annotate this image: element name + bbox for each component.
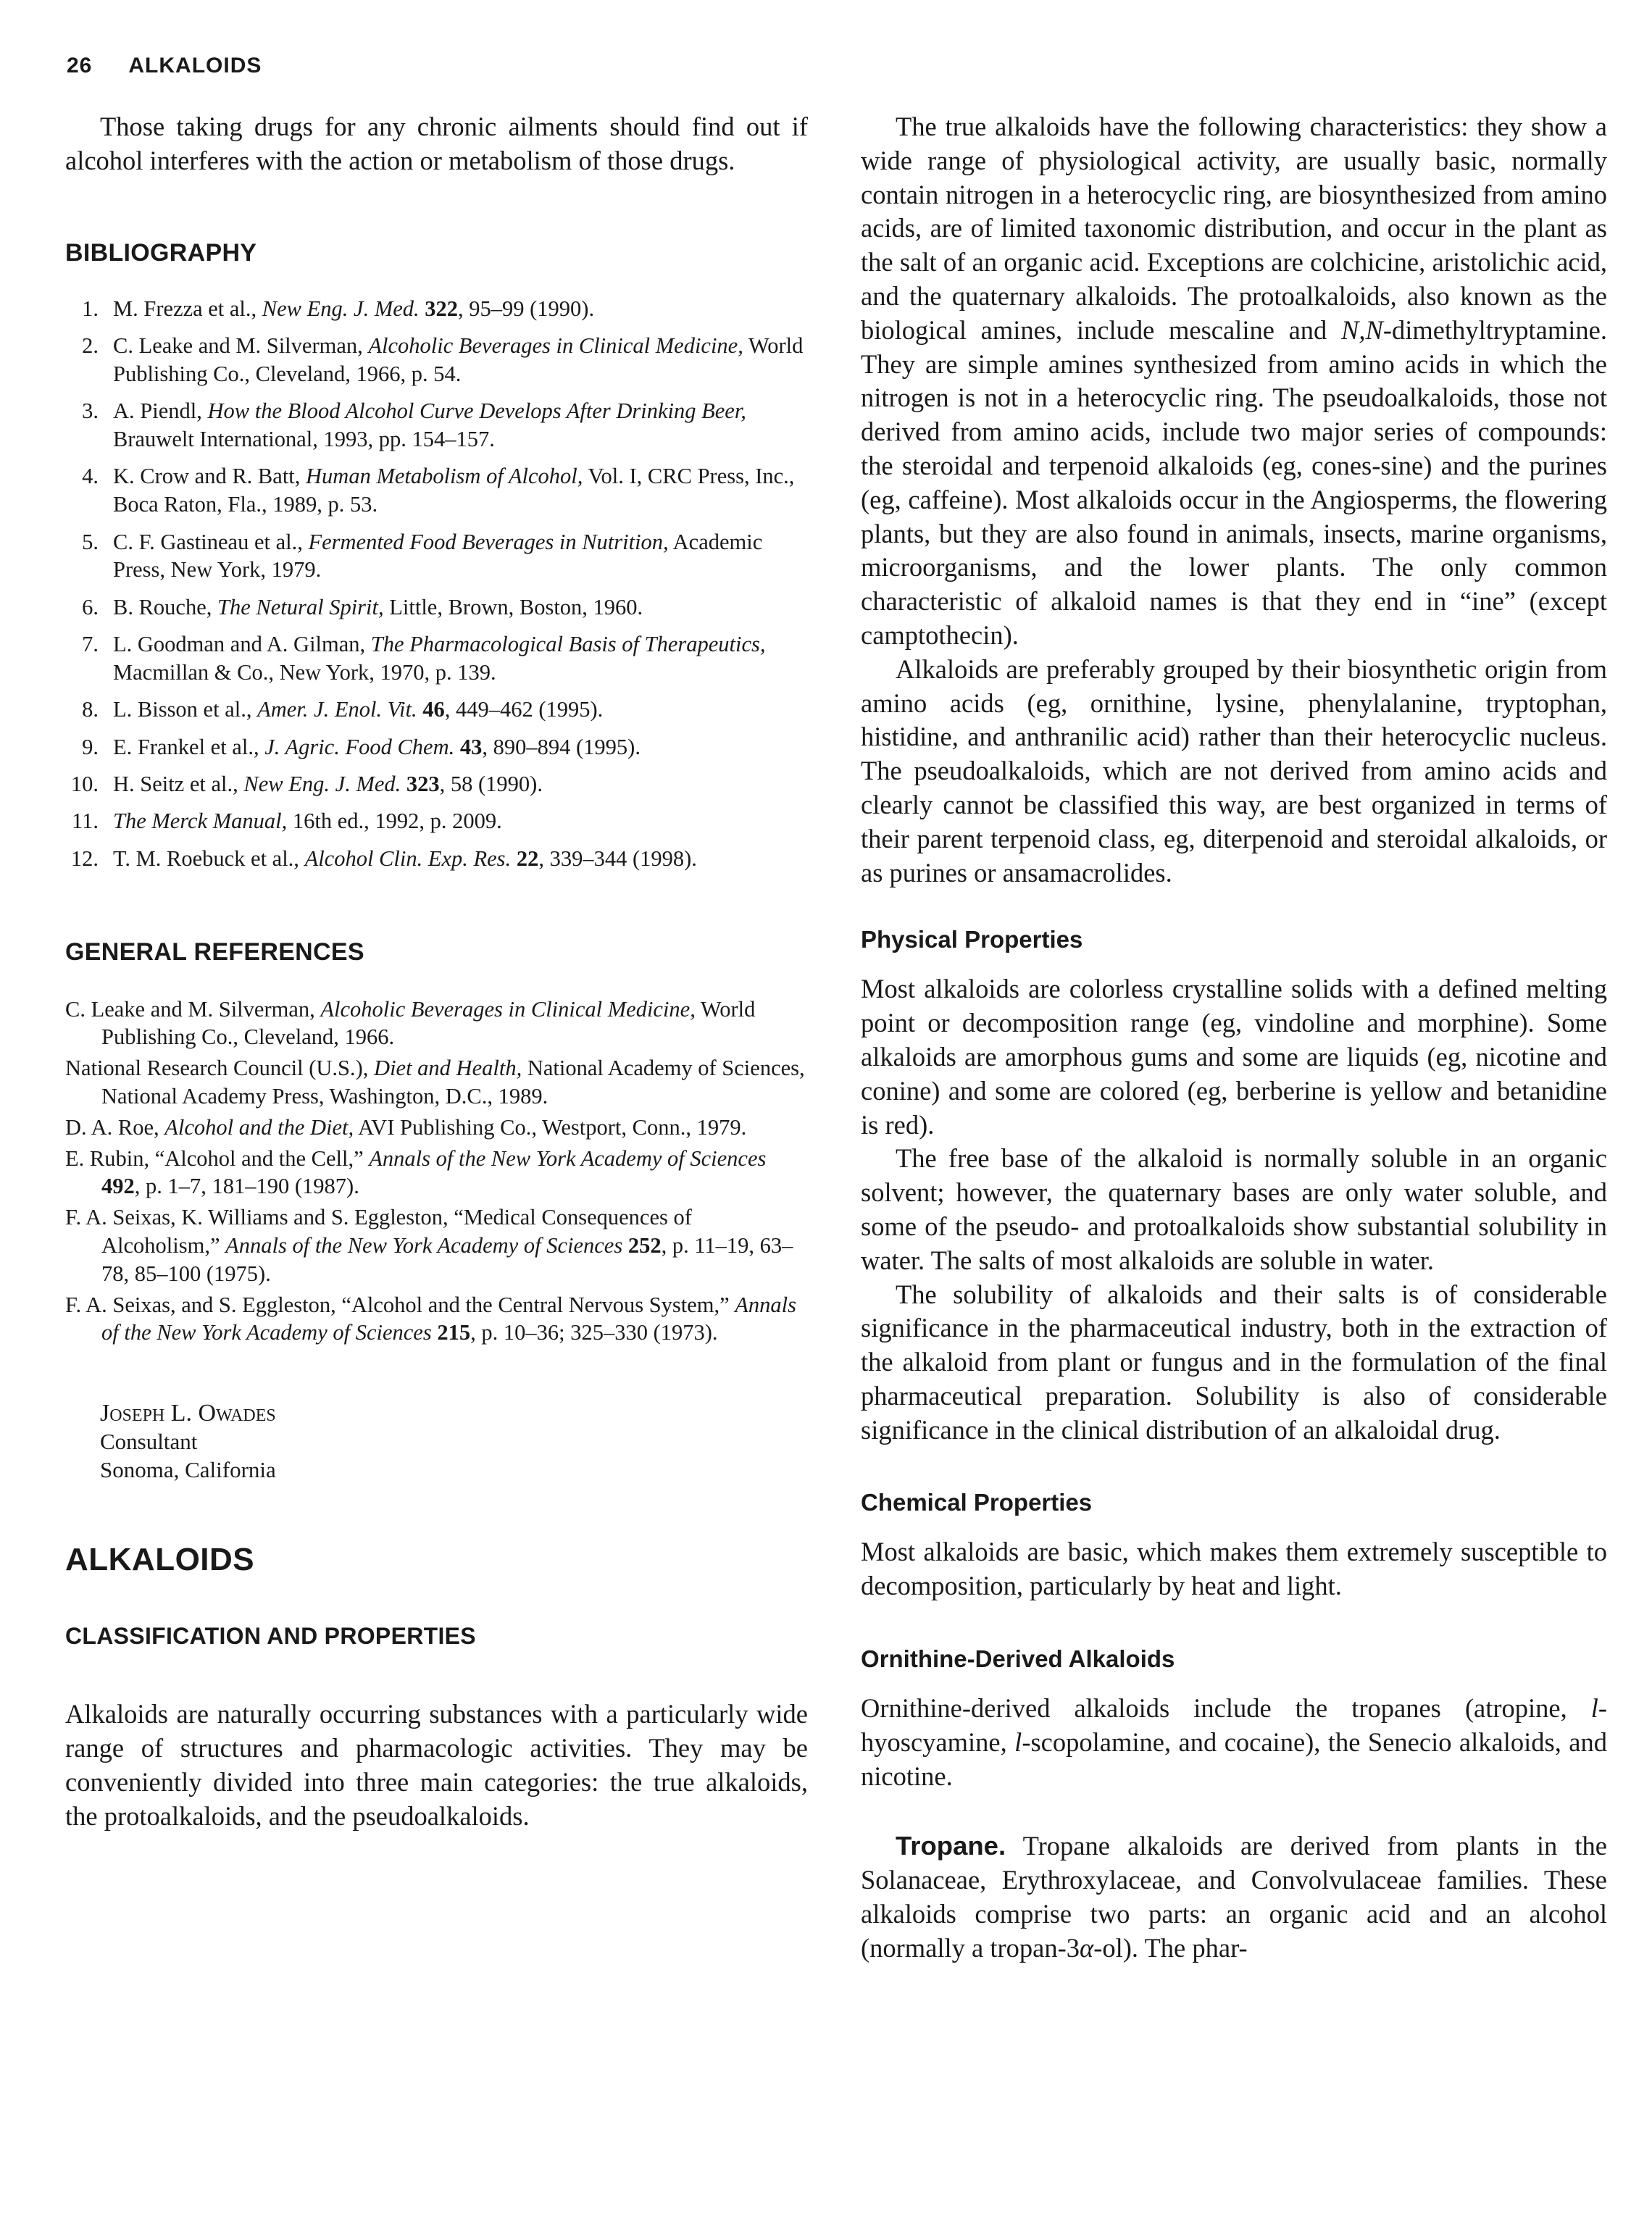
bib-entry: 10. H. Seitz et al., New Eng. J. Med. 323, 58 (1990). <box>70 772 543 797</box>
general-reference: D. A. Roe, Alcohol and the Diet, AVI Publishing Co., Westport, Conn., 1979. <box>65 1114 747 1140</box>
author-name: Joseph L. Owades <box>100 1400 276 1427</box>
running-header <box>67 54 262 78</box>
tropane-run-in-heading: Tropane. <box>896 1831 1006 1861</box>
bibliography-list <box>65 295 808 873</box>
general-reference: F. A. Seixas, and S. Eggleston, “Alcohol and the Central Nervous System,” Annals of the New York Academy of Sciences 215, p. 10–36; 325–330 (1973). <box>65 1292 797 1345</box>
grouping-paragraph: Alkaloids are preferably grouped by their biosynthetic origin from amino acids (eg, ornithine, lysine, phenylalanine, tryptophan, histidine, and anthranilic acid) rather than their heterocyclic nucleus. The pseudoalkaloids, which are not derived from amino acids and clearly cannot be classified this way, are best organized in terms of their parent terpenoid class, eg, diterpenoid and steroidal alkaloids, or as purines or ansamacrolides. <box>861 654 1607 888</box>
article-title: ALKALOIDS <box>65 1542 255 1578</box>
bib-entry: 3. A. Piendl, How the Blood Alcohol Curve Develops After Drinking Beer, Brauwelt International, 1993, pp. 154–157. <box>82 398 746 451</box>
ornithine-paragraph: Ornithine-derived alkaloids include the tropanes (atropine, l-hyoscyamine, l-scopolamine, and cocaine), the Senecio alkaloids, and nicotine. <box>861 1693 1607 1791</box>
bib-entry: 1. M. Frezza et al., New Eng. J. Med. 322, 95–99 (1990). <box>82 296 595 321</box>
right-column <box>861 110 1607 1966</box>
physical-properties-heading: Physical Properties <box>861 926 1083 953</box>
bib-entry: 5. C. F. Gastineau et al., Fermented Food Beverages in Nutrition, Academic Press, New York, 1979. <box>82 529 763 583</box>
chemical-properties-heading: Chemical Properties <box>861 1489 1093 1516</box>
section-heading: CLASSIFICATION AND PROPERTIES <box>65 1623 476 1650</box>
general-reference: C. Leake and M. Silverman, Alcoholic Beverages in Clinical Medicine, World Publishing Co., Cleveland, 1966. <box>65 996 756 1050</box>
chemical-paragraph: Most alkaloids are basic, which makes them extremely susceptible to decomposition, particularly by heat and light. <box>861 1537 1607 1601</box>
intro-paragraph: Those taking drugs for any chronic ailments should find out if alcohol interferes with the action or metabolism of those drugs. <box>65 112 808 175</box>
bib-entry: 4. K. Crow and R. Batt, Human Metabolism of Alcohol, Vol. I, CRC Press, Inc., Boca Raton, Fla., 1989, p. 53. <box>82 464 795 517</box>
general-reference: National Research Council (U.S.), Diet and Health, National Academy of Sciences, National Academy Press, Washington, D.C., 1989. <box>65 1056 805 1109</box>
bib-entry: 12. T. M. Roebuck et al., Alcohol Clin. Exp. Res. 22, 339–344 (1998). <box>70 846 697 871</box>
ornithine-heading: Ornithine-Derived Alkaloids <box>861 1645 1175 1673</box>
bib-entry: 7. L. Goodman and A. Gilman, The Pharmacological Basis of Therapeutics, Macmillan & Co., New York, 1970, p. 139. <box>82 632 766 685</box>
physical-paragraph-2: The free base of the alkaloid is normally soluble in an organic solvent; however, the quaternary bases are only water soluble, and some of the pseudo- and protoalkaloids show substantial solubility in water. The salts of most alkaloids are soluble in water. <box>861 1143 1607 1275</box>
bibliography-heading: BIBLIOGRAPHY <box>65 238 257 267</box>
left-column <box>65 110 808 1833</box>
physical-paragraph-3: The solubility of alkaloids and their salts is of considerable significance in the pharmaceutical industry, both in the extraction of the alkaloid from plant or fungus and in the formulation of the final pharmaceutical preparation. Solubility is also of considerable significance in the clinical distribution of an alkaloidal drug. <box>861 1279 1607 1445</box>
general-references-heading: GENERAL REFERENCES <box>65 938 364 966</box>
author-location: Sonoma, California <box>100 1457 276 1483</box>
general-reference: F. A. Seixas, K. Williams and S. Eggleston, “Medical Consequences of Alcoholism,” Annals of the New York Academy of Sciences 252, p. 11–19, 63–78, 85–100 (1975). <box>65 1205 793 1286</box>
author-block <box>65 1399 808 1484</box>
bib-entry: 11. The Merck Manual, 16th ed., 1992, p. 2009. <box>72 809 502 834</box>
physical-paragraph-1: Most alkaloids are colorless crystalline solids with a defined melting point or decomposition range (eg, vindoline and morphine). Some alkaloids are amorphous gums and some are liquids (eg, nicotine and conine) and some are colored (eg, berberine is yellow and betanidine is red). <box>861 974 1607 1140</box>
bib-entry: 2. C. Leake and M. Silverman, Alcoholic Beverages in Clinical Medicine, World Publishing Co., Cleveland, 1966, p. 54. <box>82 333 804 386</box>
section-paragraph: Alkaloids are naturally occurring substances with a particularly wide range of structures and pharmacologic activities. They may be conveniently divided into three main categories: the true alkaloids, the protoalkaloids, and the pseudoalkaloids. <box>65 1699 808 1831</box>
true-alkaloids-paragraph: The true alkaloids have the following characteristics: they show a wide range of physiological activity, are usually basic, normally contain nitrogen in a heterocyclic ring, are biosynthesized from amino acids, are of limited taxonomic distribution, and occur in the plant as the salt of an organic acid. Exceptions are colchicine, aristolichic acid, and the quaternary alkaloids. The protoalkaloids, also known as the biological amines, include mescaline and N,N-dimethyltryptamine. They are simple amines synthesized from amino acids in which the nitrogen is not in a heterocyclic ring. The pseudoalkaloids, those not derived from amino acids, include two major series of compounds: the steroidal and terpenoid alkaloids (eg, cones-sine) and the purines (eg, caffeine). Most alkaloids occur in the Angiosperms, the flowering plants, but they are also found in animals, insects, marine organisms, microorganisms, and the lower plants. The only common characteristic of alkaloid names is that they end in “ine” (except camptothecin). <box>861 112 1607 650</box>
author-role: Consultant <box>100 1429 198 1455</box>
running-title: ALKALOIDS <box>128 54 262 78</box>
bib-entry: 8. L. Bisson et al., Amer. J. Enol. Vit. 46, 449–462 (1995). <box>82 697 604 722</box>
tropane-paragraph: Tropane. Tropane alkaloids are derived from plants in the Solanaceae, Erythroxylaceae, and Convolvulaceae families. These alkaloids comprise two parts: an organic acid and an alcohol (normally a tropan-3α-ol). The phar- <box>861 1831 1607 1963</box>
page-number: 26 <box>67 54 93 78</box>
general-reference: E. Rubin, “Alcohol and the Cell,” Annals of the New York Academy of Sciences 492, p. 1–7, 181–190 (1987). <box>65 1145 767 1199</box>
general-references-list <box>65 995 808 1348</box>
bib-entry: 6. B. Rouche, The Netural Spirit, Little, Brown, Boston, 1960. <box>82 594 643 619</box>
bib-entry: 9. E. Frankel et al., J. Agric. Food Chem. 43, 890–894 (1995). <box>82 734 641 759</box>
